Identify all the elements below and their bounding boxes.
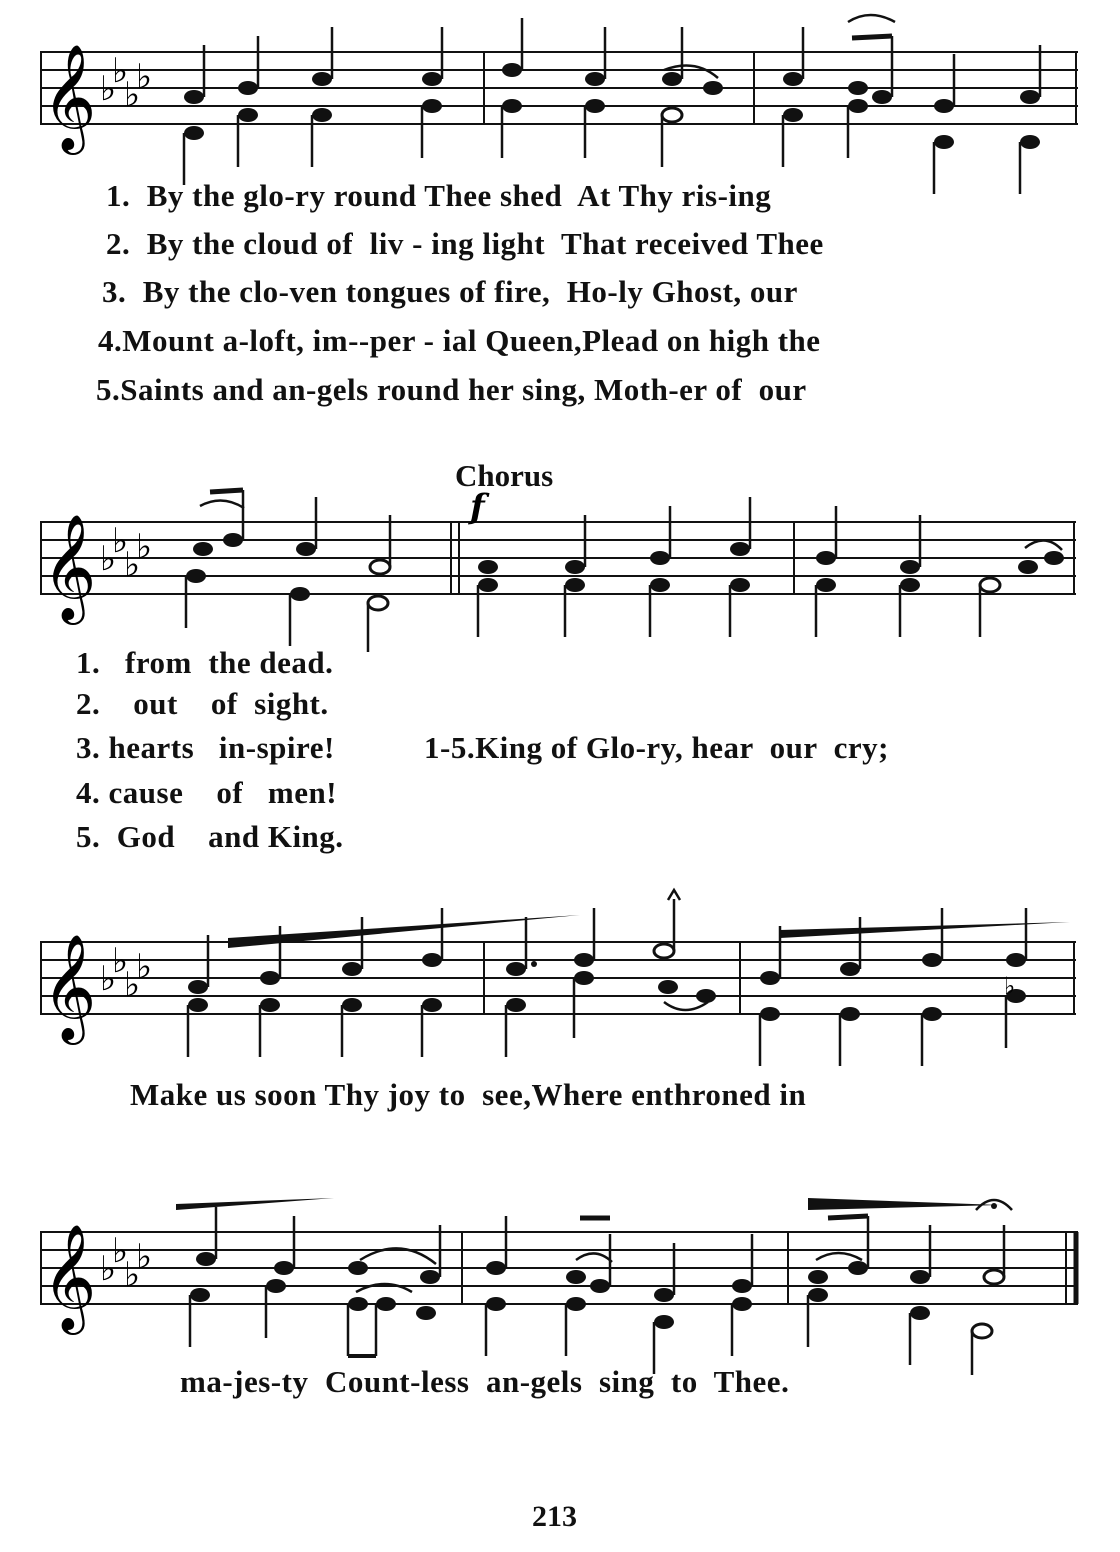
chorus-lyric-line-2: Make us soon Thy joy to see,Where enthroned in bbox=[130, 1077, 807, 1112]
verse-ending-5: 5. God and King. bbox=[76, 819, 344, 854]
svg-text:♭: ♭ bbox=[124, 1255, 141, 1295]
svg-text:♭: ♭ bbox=[100, 69, 117, 109]
svg-text:♭: ♭ bbox=[112, 521, 129, 561]
chorus-label: Chorus bbox=[455, 458, 554, 493]
svg-text:♭: ♭ bbox=[100, 539, 117, 579]
svg-text:♭: ♭ bbox=[124, 965, 141, 1005]
svg-text:♭: ♭ bbox=[136, 1237, 153, 1277]
staff-3 bbox=[0, 890, 1120, 1060]
staff-2 bbox=[0, 470, 1120, 640]
verse-line-1-3: 3. By the clo-ven tongues of fire, Ho-ly Ghost, our bbox=[102, 274, 798, 309]
svg-text:♭: ♭ bbox=[124, 75, 141, 115]
svg-text:♭: ♭ bbox=[112, 1231, 129, 1271]
chorus-lyric-line-3: ma-jes-ty Count-less an-gels sing to Thee. bbox=[180, 1364, 790, 1399]
verse-ending-3: 3. hearts in-spire! bbox=[76, 730, 335, 765]
svg-text:♭: ♭ bbox=[124, 545, 141, 585]
page-number: 213 bbox=[532, 1500, 577, 1533]
staff-1 bbox=[0, 0, 1120, 180]
svg-text:♭: ♭ bbox=[100, 1249, 117, 1289]
verse-ending-2: 2. out of sight. bbox=[76, 686, 329, 721]
svg-text:♭: ♭ bbox=[1004, 972, 1016, 1000]
decrescendo-hairpin bbox=[808, 1198, 1000, 1210]
treble-clef-icon: 𝄞 bbox=[42, 513, 97, 620]
treble-clef-icon: 𝄞 bbox=[42, 43, 97, 150]
notes-group bbox=[186, 533, 1064, 610]
verse-ending-1: 1. from the dead. bbox=[76, 645, 334, 680]
verse-line-1-5: 5.Saints and an-gels round her sing, Moth-er of our bbox=[96, 372, 807, 407]
chorus-line: 1-5.King of Glo-ry, hear our cry; bbox=[424, 730, 889, 765]
verse-ending-4: 4. cause of men! bbox=[76, 775, 338, 810]
svg-text:♭: ♭ bbox=[136, 947, 153, 987]
dynamic-forte: f bbox=[470, 487, 485, 527]
verse-line-1-1: 1. By the glo-ry round Thee shed At Thy ris-ing bbox=[106, 178, 772, 213]
notes-group bbox=[190, 1252, 1004, 1338]
svg-text:♭: ♭ bbox=[136, 57, 153, 97]
svg-text:♭: ♭ bbox=[112, 941, 129, 981]
svg-text:♭: ♭ bbox=[136, 527, 153, 567]
verse-line-1-2: 2. By the cloud of liv - ing light That received Thee bbox=[106, 226, 824, 261]
staff-4 bbox=[0, 1180, 1120, 1350]
crescendo-hairpin bbox=[176, 1198, 334, 1210]
svg-text:♭: ♭ bbox=[100, 959, 117, 999]
treble-clef-icon: 𝄞 bbox=[42, 1223, 97, 1330]
verse-line-1-4: 4.Mount a-loft, im--per - ial Queen,Plead on high the bbox=[98, 323, 821, 358]
svg-text:♭: ♭ bbox=[112, 51, 129, 91]
notes-group bbox=[188, 944, 1026, 1021]
treble-clef-icon: 𝄞 bbox=[42, 933, 97, 1040]
